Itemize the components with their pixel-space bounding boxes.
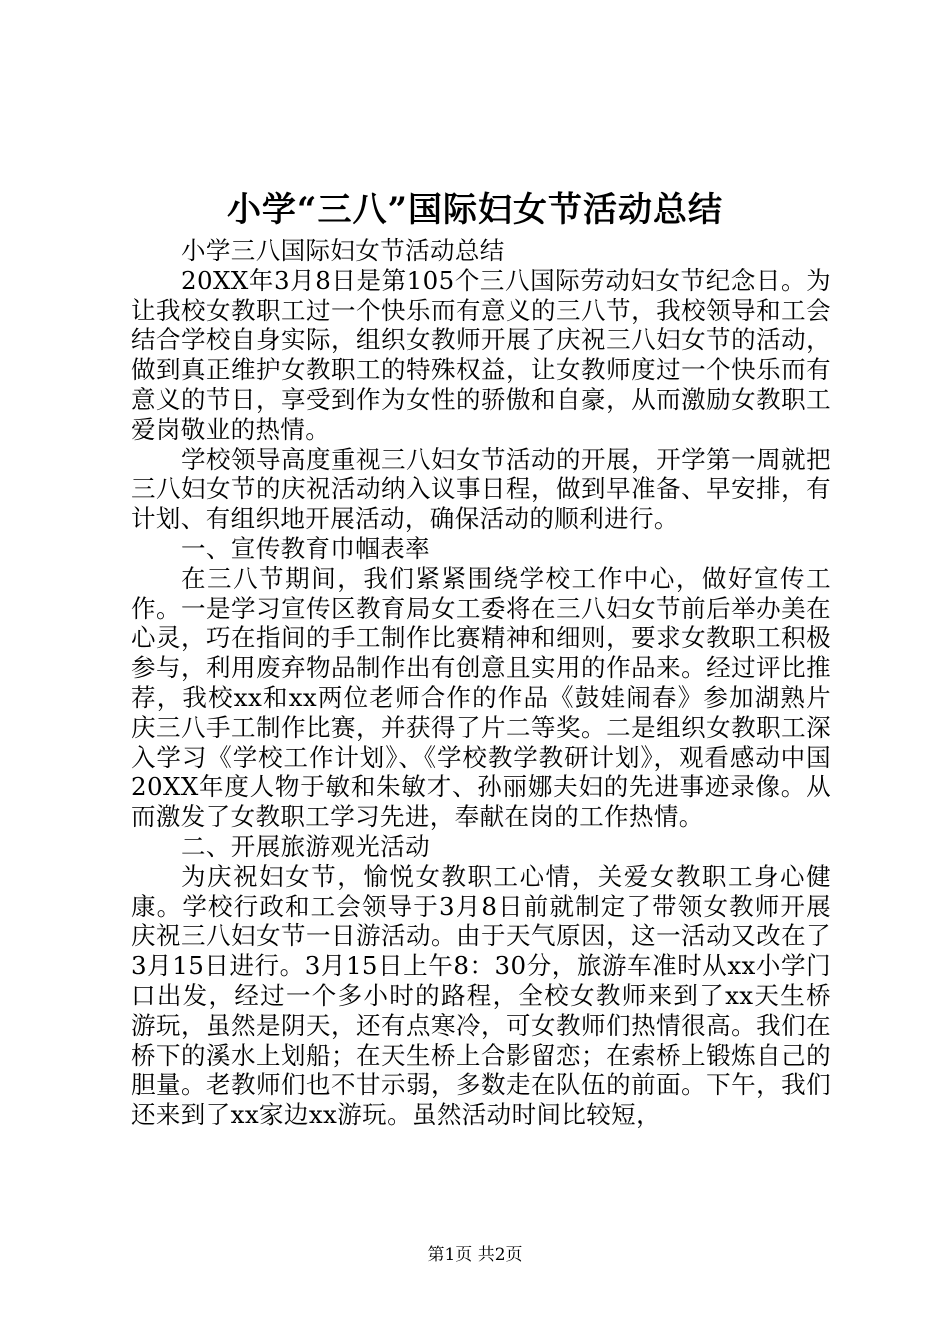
page-number-footer: 第1页 共2页 [427, 1245, 523, 1265]
section-1-paragraph: 在三八节期间，我们紧紧围绕学校工作中心，做好宣传工作。一是学习宣传区教育局女工委将在三八妇女节前后举办美在心灵，巧在指间的手工制作比赛精神和细则，要求女教职工积极参与，利用废弃物品制作出有创意且实用的作品来。经过评比推荐，我校xx和xx两位老师合作的作品《鼓娃闹春》参加湖熟片庆三八手工制作比赛，并获得了片二等奖。二是组织女教职工深入学习《学校工作计划》、《学校教学教研计划》，观看感动中国20XX年度人物于敏和朱敏才、孙丽娜夫妇的先进事迹录像。从而激发了女教职工学习先进，奉献在岗的工作热情。 [131, 563, 831, 832]
section-2-paragraph: 为庆祝妇女节，愉悦女教职工心情，关爱女教职工身心健康。学校行政和工会领导于3月8日前就制定了带领女教师开展庆祝三八妇女节一日游活动。由于天气原因，这一活动又改在了3月15日进行。3月15日上午8：30分，旅游车准时从xx小学门口出发，经过一个多小时的路程，全校女教师来到了xx天生桥游玩，虽然是阴天，还有点寒冷，可女教师们热情很高。我们在桥下的溪水上划船；在天生桥上合影留恋；在索桥上锻炼自己的胆量。老教师们也不甘示弱，多数走在队伍的前面。下午，我们还来到了xx家边xx游玩。虽然活动时间比较短， [131, 861, 831, 1130]
subtitle-paragraph: 小学三八国际妇女节活动总结 [181, 236, 505, 265]
section-heading-2: 二、开展旅游观光活动 [181, 831, 430, 861]
section-heading-1: 一、宣传教育巾帼表率 [181, 533, 430, 563]
leadership-paragraph: 学校领导高度重视三八妇女节活动的开展，开学第一周就把三八妇女节的庆祝活动纳入议事日程，做到早准备、早安排，有计划、有组织地开展活动，确保活动的顺利进行。 [131, 444, 831, 534]
document-title: 小学“三八”国际妇女节活动总结 [226, 190, 724, 230]
intro-paragraph: 20XX年3月8日是第105个三八国际劳动妇女节纪念日。为让我校女教职工过一个快乐而有意义的三八节，我校领导和工会结合学校自身实际，组织女教师开展了庆祝三八妇女节的活动，做到真正维护女教职工的特殊权益，让女教师度过一个快乐而有意义的节日，享受到作为女性的骄傲和自豪，从而激励女教职工爱岗敬业的热情。 [131, 265, 831, 444]
document-body [131, 236, 831, 1130]
